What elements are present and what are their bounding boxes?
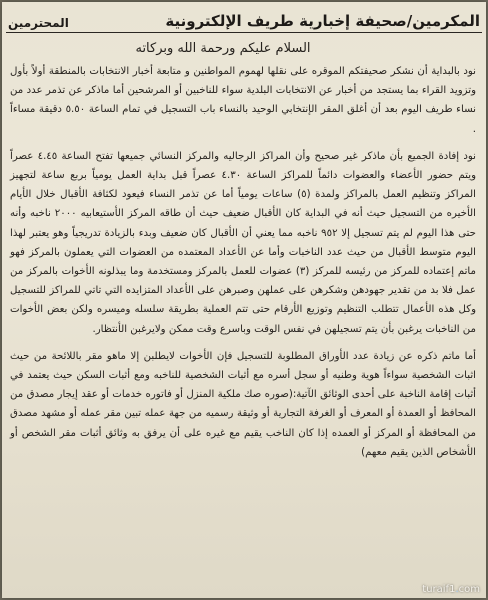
honorific-label: المحترمين [8,16,69,30]
watermark-tld: com [458,584,480,595]
greeting-line: السلام عليكم ورحمة الله وبركاته [135,41,311,56]
newspaper-page [2,2,486,598]
paragraph-clarification: نود إفادة الجميع بأن ماذكر غير صحيح وأن المراكز الرجاليه والمركز النسائي جميعها تفتح الساعة ٤.٤٥ عصراً ويتم حضور الأعضاء والعضوات دائماً للمراكز الساعة ٤.٣٠ عصراً قبل بداية العمل يومياً بربع ساعة لتجهيز المراكز وتنظيم العمل بالمراكز ولمدة (٥) ساعات يومياً أما عن تذمر النساء فيعود لكثافة الأقبال خلال الأيام الأخيره من التسجيل حيث أنه في البداية كان الأقبال ضعيف حيث أن طاقه المركز الأستيعابيه ٢٠٠٠ ناخبه وأنه حتى هذا اليوم لم يتم تسجيل إلا ٩٥٢ ناخبه مما يعني أن الأقبال كان ضعيف وبدء بالزيادة تدريجياً وهو يعتبر لهذا اليوم متوسط الأقبال من حيث عدد الناخبات وأما عن الأعداد المعتمده من العضوات التي يعملون بالمركز فهو ماتم إعتماده للمركز من رئيسه للمركز (٣) عضوات للعمل بالمركز ومستخدمة وما يبذلونه الأخوات بالمركز من عمل فلا بد من تقدير جهودهن وشكرهن على عملهن وصبرهن على الأعداد المتزايده التي تاتي للمراكز للتسجيل وكل هذه الأعمال تتطلب التنظيم وتوزيع الأرقام حتى تتم العملية بطريقة سلسله وميسره ولكن بعض الأخوات من الناخبات يرغبن بأن يتم تسجيلهن في نفس الوقت وباسرع وقت ممكن ولايرغبن الأنتظار. [10,150,476,335]
addressee-title: المكرمين/صحيفة إخبارية طريف الإلكترونية [165,12,480,30]
letter-header [8,8,480,30]
letter-body [10,36,476,468]
watermark-dot: . [455,584,459,595]
watermark-name: turaif1 [422,584,456,595]
header-divider [6,32,482,33]
paragraph-documents: أما ماتم ذكره عن زيادة عدد الأوراق المطلوبة للتسجيل فإن الأخوات لايطلبن إلا ماهو مقر باللائحة من حيث اثبات الشخصية سواءاً هوية وطنيه أو سجل أسره مع أثبات الشخصية للناخبه ومع أثبات السكن حيث يعتمد في أثبات إقامة الناخبة على أحدى الوثائق الآتية:(صوره صك ملكية المنزل أو فاتوره خدمات أو عقد إيجار مصدق من المحافظ أو العمدة أو المعرف أو الغرفة التجارية أو وثيقة رسميه من جهة عمله تبين مقر عمله أو مشهد مصدق من المحافظة أو المركز أو العمده إذا كان الناخب يقيم مع غيره على أن يرفق به وثائق أثبات مقر الشخص أو الأشخاص الذين يقيم معهم) [10,350,476,458]
paragraph-intro: نود بالبداية أن نشكر صحيفتكم الموقره على نقلها لهموم المواطنين و متابعة أخبار الانتخابات بالمنطقة أولاً بأول وتزويد القراء بما يستجد من أخبار عن الانتخابات البلدية سواء للناخبين أو المرشحين أما ماذكر عن تذمر عدد من نساء طريف اليوم بعد أن أغلق المقر الإنتخابي الوحيد بالنساء باب التسجيل في تمام الساعة ٥.٥٠ دقيقة مساءاً . [10,66,476,135]
site-watermark [422,584,480,595]
